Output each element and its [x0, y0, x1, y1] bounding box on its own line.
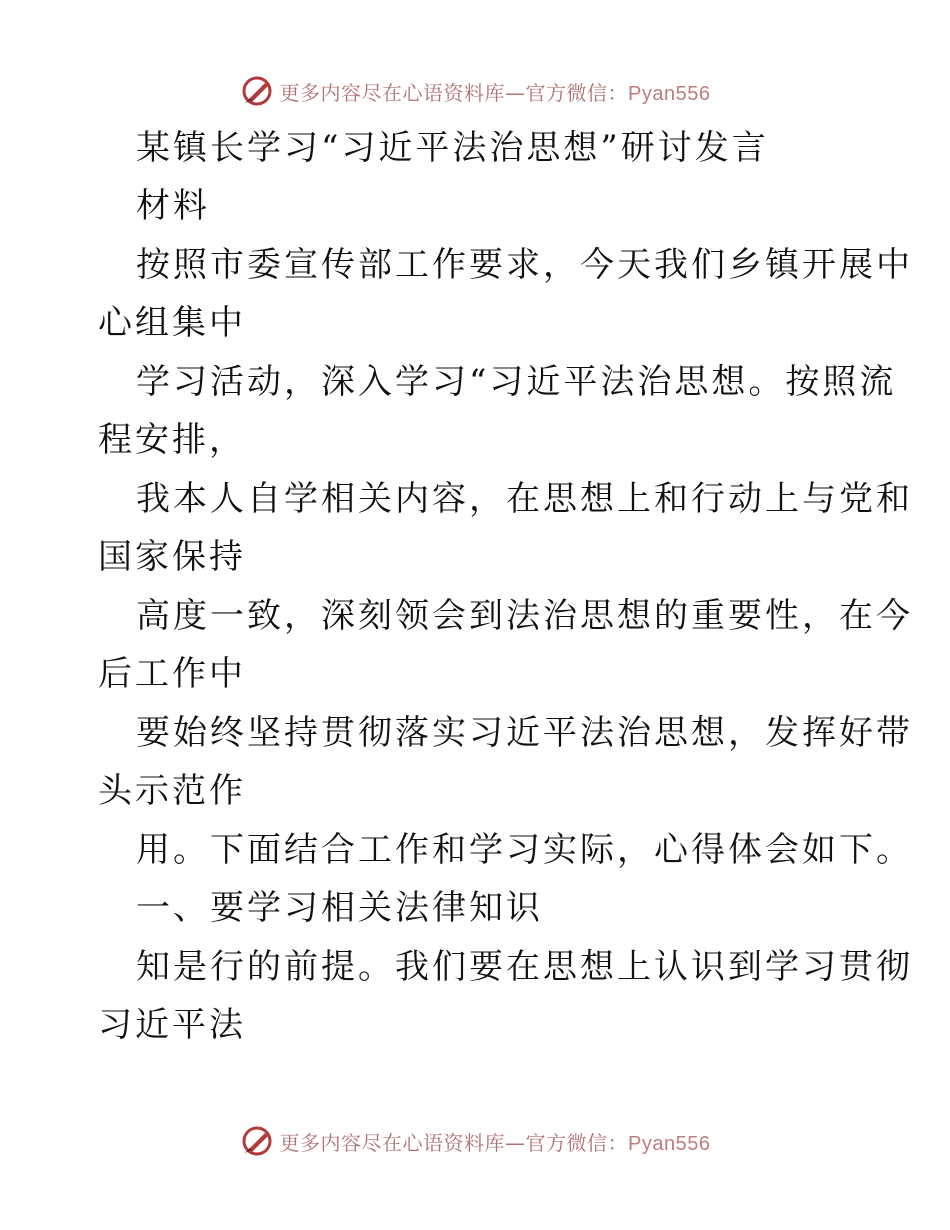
paragraph-line: 程安排， [98, 420, 246, 460]
paragraph-line: 按照市委宣传部工作要求，今天我们乡镇开展中 [136, 245, 913, 285]
banner-text: 更多内容尽在心语资料库—官方微信：Pyan556 [279, 80, 711, 105]
paragraph-line: 我本人自学相关内容，在思想上和行动上与党和 [136, 479, 913, 519]
banner-text: 更多内容尽在心语资料库—官方微信：Pyan556 [279, 1130, 711, 1155]
paragraph-line: 习近平法 [98, 1005, 246, 1045]
title-line-1: 某镇长学习“习近平法治思想”研讨发言 [136, 128, 769, 168]
paragraph-line: 高度一致，深刻领会到法治思想的重要性，在今 [136, 596, 913, 636]
section-heading: 一、要学习相关法律知识 [136, 888, 543, 928]
title-line-2: 材料 [136, 186, 210, 226]
paragraph-line: 国家保持 [98, 537, 246, 577]
wechat-id: Pyan556 [628, 82, 711, 105]
paragraph-line: 知是行的前提。我们要在思想上认识到学习贯彻 [136, 947, 913, 987]
header-banner [0, 71, 950, 111]
wechat-id: Pyan556 [628, 1132, 711, 1155]
paragraph-line: 用。下面结合工作和学习实际，心得体会如下。 [136, 830, 913, 870]
paragraph-line: 心组集中 [98, 303, 246, 343]
footer-banner [0, 1121, 950, 1161]
paragraph-line: 要始终坚持贯彻落实习近平法治思想，发挥好带 [136, 713, 913, 753]
paragraph-line: 后工作中 [98, 654, 246, 694]
paragraph-line: 学习活动，深入学习“习近平法治思想。按照流 [136, 362, 897, 402]
paragraph-line: 头示范作 [98, 771, 246, 811]
pen-logo-icon [240, 74, 274, 108]
pen-logo-icon [240, 1124, 274, 1158]
